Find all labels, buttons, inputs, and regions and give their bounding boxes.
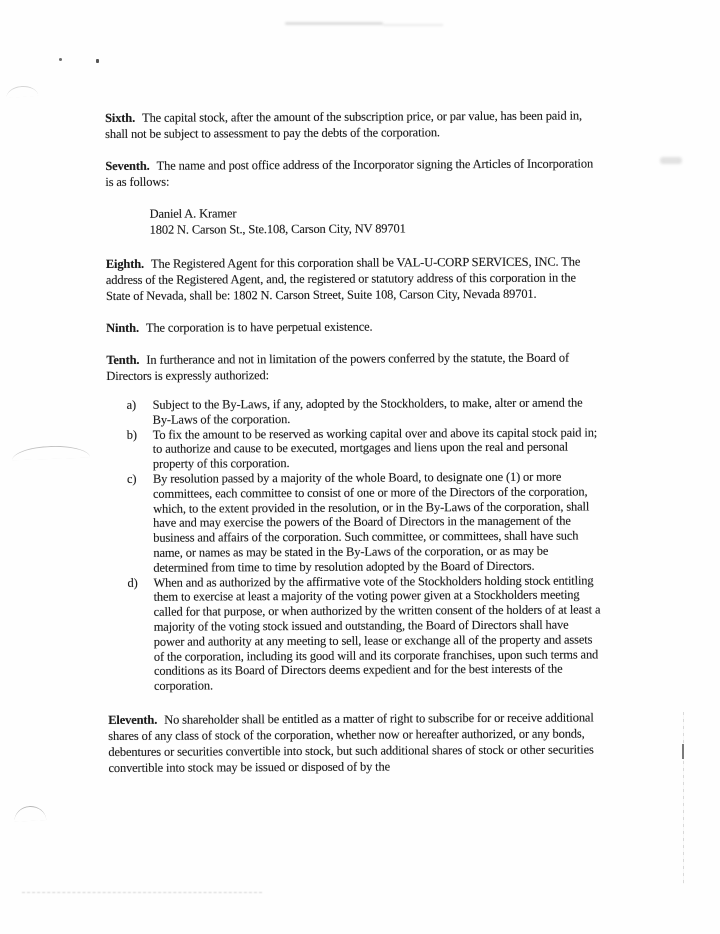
list-item-d-label: d) bbox=[127, 575, 138, 590]
paragraph-ninth-lead: Ninth. bbox=[106, 320, 139, 335]
list-item-d-text: When and as authorized by the affirmative vote of the Stockholders holding stock entitling them to exercise at least a majority of the voting power given at a Stockholders meeting called for that purpose, or when authorized by the written consent of the holders of at least a majority of the voting stock issued and outstanding, the Board of Directors shall have power and authority at any meeting to sell, lease or exchange all of the property and assets of the corporation, including its good will and its corporate franchises, upon such terms and conditions as its Board of Directors deems expedient and for the best interests of the corporation. bbox=[153, 573, 601, 693]
list-item-c-label: c) bbox=[126, 471, 137, 486]
paragraph-eighth-lead: Eighth. bbox=[105, 256, 145, 271]
scan-artifact-arc bbox=[12, 445, 90, 461]
scan-artifact-dot bbox=[96, 59, 99, 63]
document-content bbox=[105, 107, 603, 792]
list-item-a-text: Subject to the By-Laws, if any, adopted by the Stockholders, to make, alter or amend the By-Laws of the corporation. bbox=[152, 395, 583, 427]
incorporator-address: 1802 N. Carson St., Ste.108, Carson City, NV 89701 bbox=[149, 221, 406, 237]
paragraph-eighth bbox=[106, 253, 600, 304]
scan-artifact-top-smudge bbox=[285, 22, 383, 25]
incorporator-name: Daniel A. Kramer bbox=[149, 206, 237, 221]
scan-artifact-top-smudge-2 bbox=[383, 24, 443, 26]
paragraph-eleventh-text: No shareholder shall be entitled as a matter of right to subscribe for or receive additional shares of any class of stock of the corporation, whether now or hereafter authorized, or any bonds, debentures or securities convertible into stock, but such additional shares of stock or other securities convertible into stock may be issued or disposed of by the bbox=[108, 710, 594, 775]
paragraph-ninth bbox=[106, 317, 600, 336]
paragraph-seventh-lead: Seventh. bbox=[105, 158, 150, 173]
paragraph-tenth-text: In furtherance and not in limitation of the powers conferred by the statute, the Board of Directors is expressly authorized: bbox=[106, 350, 569, 383]
list-item-b bbox=[127, 425, 601, 472]
tenth-authorization-list bbox=[127, 395, 603, 693]
paragraph-sixth bbox=[105, 107, 599, 142]
scan-artifact-dot bbox=[59, 58, 62, 61]
scan-artifact-right-smudge bbox=[660, 157, 682, 164]
paragraph-eighth-text: The Registered Agent for this corporation shall be VAL-U-CORP SERVICES, INC. The address of the Registered Agent, and, the registered or statutory address of this corporation in the State of Nevada, shall be: 1802 N. Carson Street, Suite 108, Carson City, Nevada 89701. bbox=[105, 254, 581, 303]
paragraph-eleventh-lead: Eleventh. bbox=[108, 712, 158, 727]
scan-artifact-dashed-line bbox=[22, 892, 262, 893]
list-item-c bbox=[127, 469, 602, 575]
list-item-c-text: By resolution passed by a majority of the whole Board, to designate one (1) or more committees, each committee to consist of one or more of the Directors of the corporation, which, to the extent provided in the resolution, or in the By-Laws of the corporation, shall have and may exercise the powers of the Board of Directors in the management of the business and affairs of the corporation. Such committee, or committees, shall have such name, or names as may be stated in the By-Laws of the corporation, or as may be determined from time to time by resolution adopted by the Board of Directors. bbox=[152, 469, 590, 575]
incorporator-address-block bbox=[150, 203, 600, 237]
paragraph-sixth-text: The capital stock, after the amount of the subscription price, or par value, has been paid in, shall not be subject to assessment to pay the debts of the corporation. bbox=[105, 108, 583, 141]
list-item-b-label: b) bbox=[126, 427, 137, 442]
paragraph-sixth-lead: Sixth. bbox=[105, 110, 136, 125]
list-item-d bbox=[127, 573, 602, 694]
paragraph-tenth-lead: Tenth. bbox=[106, 352, 140, 367]
paragraph-ninth-text: The corporation is to have perpetual existence. bbox=[145, 319, 373, 335]
list-item-a bbox=[127, 395, 601, 427]
list-item-b-text: To fix the amount to be reserved as working capital over and above its capital stock paid in; to authorize and cause to be executed, mortgages and liens upon the real and personal property of this corporation. bbox=[152, 425, 598, 471]
scan-artifact-arc bbox=[6, 85, 39, 98]
paragraph-eleventh bbox=[108, 709, 602, 776]
paragraph-tenth bbox=[106, 349, 600, 384]
scan-artifact-vertical-dash bbox=[682, 744, 684, 759]
list-item-a-label: a) bbox=[126, 397, 137, 412]
paragraph-seventh-text: The name and post office address of the Incorporator signing the Articles of Incorporation is as follows: bbox=[105, 156, 594, 189]
scan-artifact-arc bbox=[14, 805, 47, 822]
scan-artifact-vertical-line bbox=[683, 712, 684, 884]
paragraph-seventh bbox=[105, 155, 599, 190]
